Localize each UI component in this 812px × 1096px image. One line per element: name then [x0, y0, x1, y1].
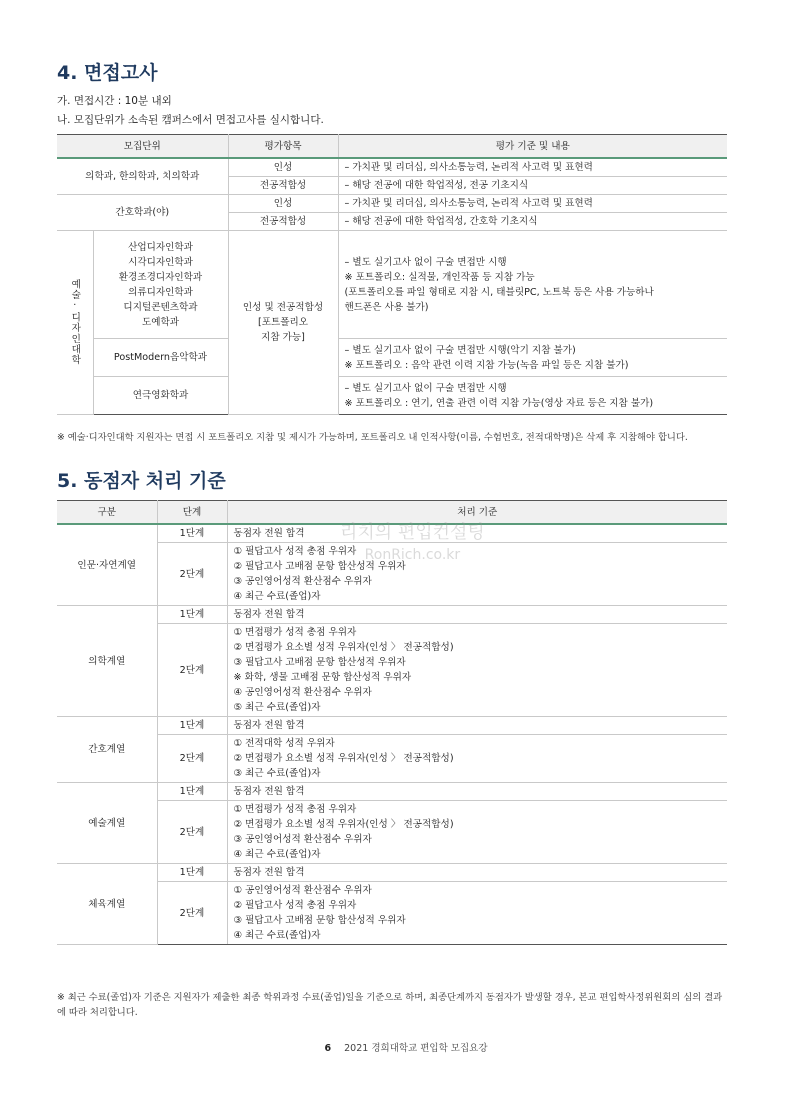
table-row [57, 717, 727, 735]
item-personality: 인성 [228, 195, 338, 213]
stage-label: 2단계 [157, 882, 227, 945]
portfolio-note: ※ 예술·디자인대학 지원자는 면접 시 포트폴리오 지참 및 제시가 가능하며, 포트폴리오 내 인적사항(이름, 수험번호, 전적대학명)은 삭제 후 지참해야 합니다. [57, 432, 688, 443]
unit-film: 연극영화학과 [93, 377, 228, 415]
table-row [57, 735, 727, 783]
table-row [57, 624, 727, 717]
criteria-desc: – 가치관 및 리더십, 의사소통능력, 논리적 사고력 및 표현력 [338, 158, 727, 177]
table-header-row [57, 135, 727, 159]
stage-label: 1단계 [157, 717, 227, 735]
category-name: 간호계열 [57, 717, 157, 783]
item-major-fit: 전공적합성 [228, 177, 338, 195]
table-row [57, 882, 727, 945]
page-footer [0, 1040, 812, 1054]
unit-medical: 의학과, 한의학과, 치의학과 [57, 158, 228, 195]
category-name: 예술계열 [57, 783, 157, 864]
table-header-row [57, 501, 727, 525]
watermark [340, 522, 485, 566]
stage-label: 2단계 [157, 801, 227, 864]
rule-text: ① 전적대학 성적 우위자 ② 면접평가 요소별 성적 우위자(인성 〉 전공적합성) ③ 최근 수료(졸업)자 [227, 735, 727, 783]
table-row [57, 377, 727, 415]
category-name: 인문·자연계열 [57, 524, 157, 606]
unit-design-depts: 산업디자인학과 시각디자인학과 환경조경디자인학과 의류디자인학과 디지털콘텐츠학과 도예학과 [93, 231, 228, 339]
rule-text: 동점자 전원 합격 [227, 606, 727, 624]
table-row [57, 864, 727, 882]
header-stage: 단계 [157, 501, 227, 525]
criteria-desc: – 해당 전공에 대한 학업적성, 간호학 기초지식 [338, 213, 727, 231]
unit-nursing: 간호학과(야) [57, 195, 228, 231]
section-4-title: 4. 면접고사 [57, 62, 158, 84]
rule-text: 동점자 전원 합격 [227, 717, 727, 735]
header-unit: 모집단위 [57, 135, 228, 159]
unit-arts-college: 예술·디자인대학 [57, 231, 93, 415]
watermark-line1: 리치의 편입컨설팅 [340, 522, 485, 543]
item-major-fit: 전공적합성 [228, 213, 338, 231]
rule-text: ① 면접평가 성적 총점 우위자 ② 면접평가 요소별 성적 우위자(인성 〉 전공적합성) ③ 공인영어성적 환산점수 우위자 ④ 최근 수료(졸업)자 [227, 801, 727, 864]
watermark-line2: RonRich.co.kr [364, 547, 461, 563]
rule-text: 동점자 전원 합격 [227, 524, 727, 543]
footer-text: 2021 경희대학교 편입학 모집요강 [344, 1043, 488, 1054]
stage-label: 2단계 [157, 543, 227, 606]
category-name: 의학계열 [57, 606, 157, 717]
rule-text: 동점자 전원 합격 [227, 864, 727, 882]
interview-time-line: 가. 면접시간 : 10분 내외 [57, 95, 172, 107]
table-row [57, 783, 727, 801]
rule-text: 동점자 전원 합격 [227, 783, 727, 801]
header-item: 평가항목 [228, 135, 338, 159]
table-row [57, 606, 727, 624]
table-row [57, 339, 727, 377]
stage-label: 1단계 [157, 524, 227, 543]
unit-music: PostModern음악학과 [93, 339, 228, 377]
stage-label: 1단계 [157, 783, 227, 801]
interview-criteria-table [57, 134, 727, 415]
criteria-desc: – 해당 전공에 대한 학업적성, 전공 기초지식 [338, 177, 727, 195]
stage-label: 1단계 [157, 864, 227, 882]
item-personality: 인성 [228, 158, 338, 177]
stage-label: 2단계 [157, 735, 227, 783]
header-category: 구분 [57, 501, 157, 525]
table-row [57, 231, 727, 339]
table-row [57, 801, 727, 864]
rule-text: ① 면접평가 성적 총점 우위자 ② 면접평가 요소별 성적 우위자(인성 〉 전공적합성) ③ 필답고사 고배점 문항 합산성적 우위자 ※ 화학, 생물 고배점 문항 합산성적 우위자 ④ 공인영어성적 환산점수 우위자 ⑤ 최근 수료(졸업)자 [227, 624, 727, 717]
criteria-desc: – 별도 실기고사 없이 구술 면접만 시행 ※ 포트폴리오: 실적물, 개인작품 등 지참 가능 (포트폴리오를 파일 형태로 지참 시, 태블릿PC, 노트북 등은 사용 가능하나 핸드폰은 사용 불가) [338, 231, 727, 339]
criteria-desc: – 별도 실기고사 없이 구술 면접만 시행(악기 지참 불가) ※ 포트폴리오 : 음악 관련 이력 지참 가능(녹음 파일 등은 지참 불가) [338, 339, 727, 377]
section-5-title: 5. 동점자 처리 기준 [57, 470, 226, 492]
criteria-desc: – 별도 실기고사 없이 구술 면접만 시행 ※ 포트폴리오 : 연기, 연출 관련 이력 지참 가능(영상 자료 등은 지참 불가) [338, 377, 727, 415]
category-name: 체육계열 [57, 864, 157, 945]
criteria-desc: – 가치관 및 리더십, 의사소통능력, 논리적 사고력 및 표현력 [338, 195, 727, 213]
header-criteria: 평가 기준 및 내용 [338, 135, 727, 159]
stage-label: 2단계 [157, 624, 227, 717]
tiebreak-note: ※ 최근 수료(졸업)자 기준은 지원자가 제출한 최종 학위과정 수료(졸업)일을 기준으로 하며, 최종단계까지 동점자가 발생할 경우, 본교 편입학사정위원회의 심의 결과에 따라 처리합니다. [57, 992, 723, 1018]
page-number: 6 [324, 1043, 332, 1054]
rule-text: ① 공인영어성적 환산점수 우위자 ② 필답고사 성적 총점 우위자 ③ 필답고사 고배점 문항 합산성적 우위자 ④ 최근 수료(졸업)자 [227, 882, 727, 945]
rule-text: ① 필답고사 성적 총점 우위자 ② 필답고사 고배점 문항 합산성적 우위자 ③ 공인영어성적 환산점수 우위자 ④ 최근 수료(졸업)자 [227, 543, 727, 606]
header-rule: 처리 기준 [227, 501, 727, 525]
table-row [57, 158, 727, 177]
table-row [57, 195, 727, 213]
tiebreak-table [57, 500, 727, 945]
item-arts: 인성 및 전공적합성 [포트폴리오 지참 가능] [228, 231, 338, 415]
interview-location-line: 나. 모집단위가 소속된 캠퍼스에서 면접고사를 실시합니다. [57, 114, 324, 126]
stage-label: 1단계 [157, 606, 227, 624]
